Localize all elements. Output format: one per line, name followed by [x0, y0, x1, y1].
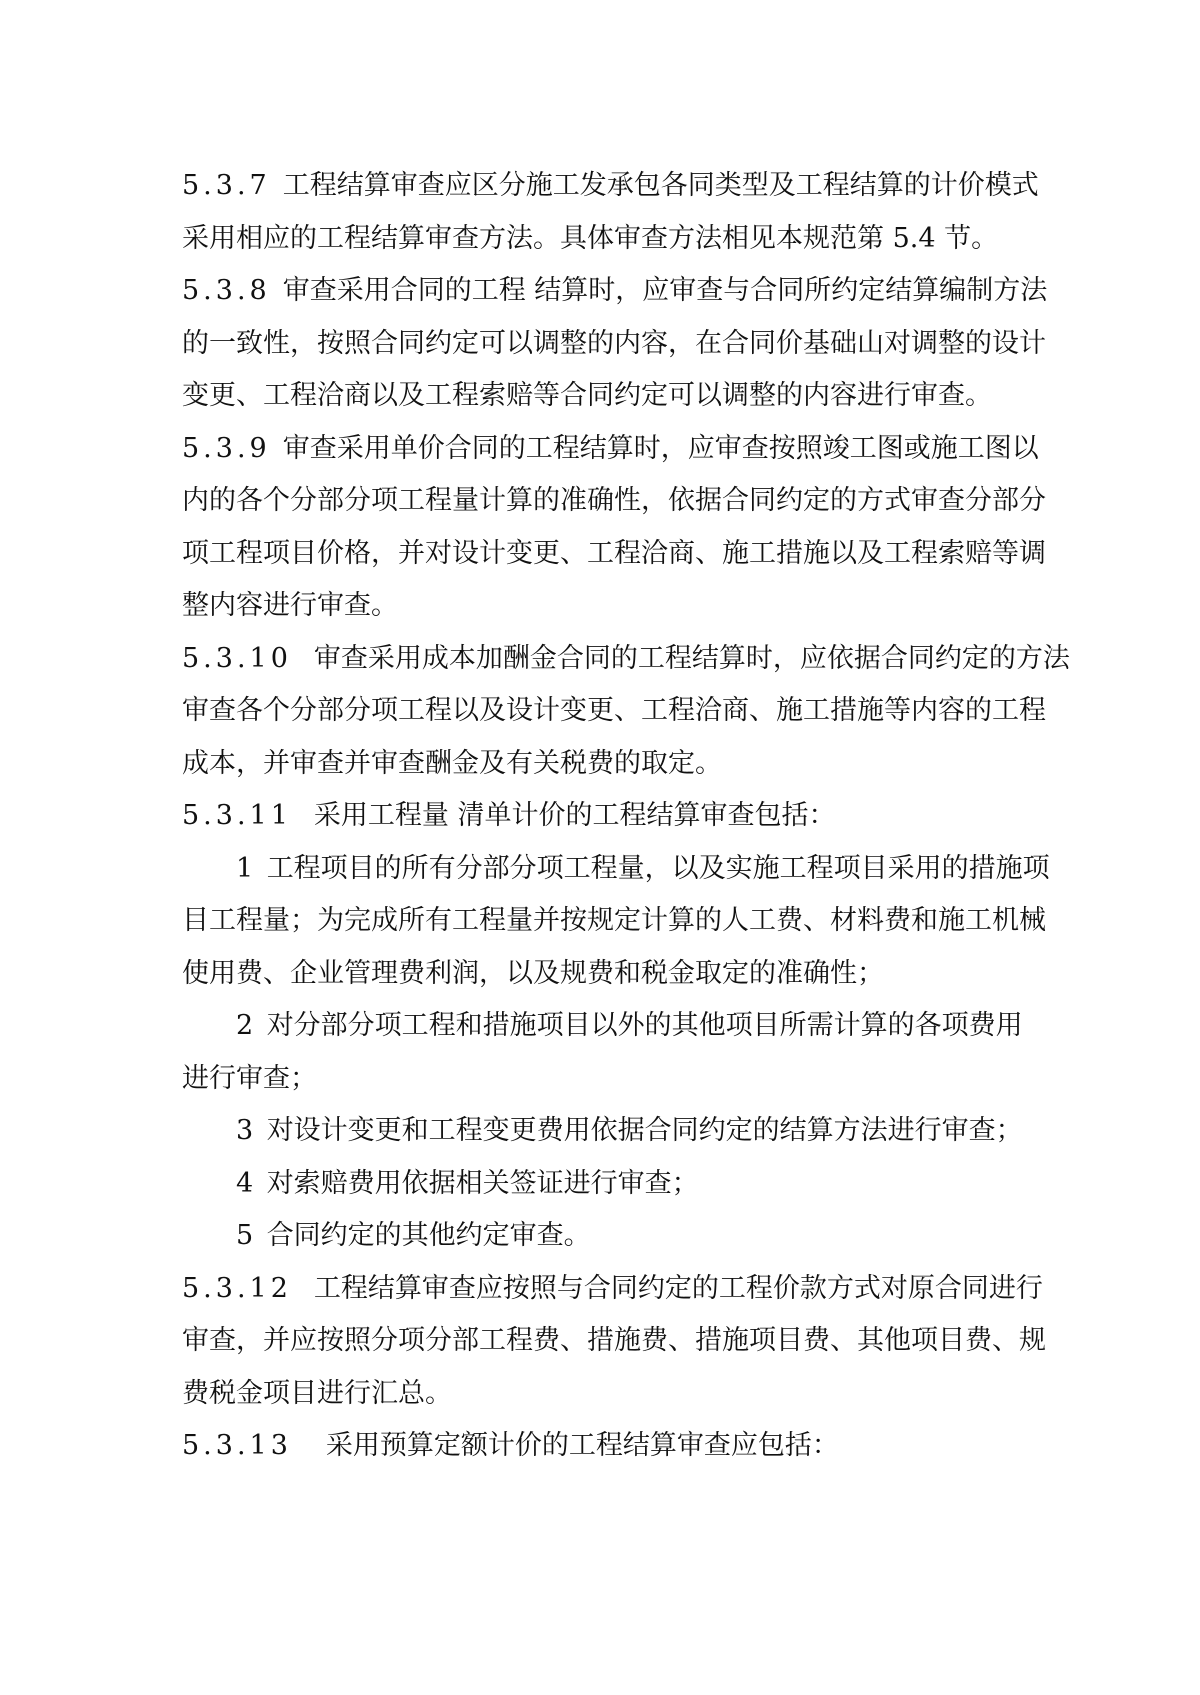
item-line: 目工程量；为完成所有工程量并按规定计算的人工费、材料费和施工机械: [182, 905, 1046, 936]
clause-5-3-10: [182, 633, 1082, 791]
item-line: 进行审查；: [182, 1062, 317, 1094]
item-number: 2: [236, 1010, 254, 1041]
item-2: [182, 1000, 1082, 1105]
clause-line: 变更、工程洽商以及工程索赔等合同约定可以调整的内容进行审查。: [182, 380, 992, 411]
clause-line: [182, 633, 1082, 686]
clause-text: 审查采用合同的工程 结算时，应审查与合同所约定结算编制方法: [282, 275, 1048, 306]
clause-text: 工程结算审查应按照与合同约定的工程价款方式对原合同进行: [313, 1272, 1043, 1304]
clause-line: [182, 160, 1082, 213]
item-line: [182, 1000, 1082, 1053]
clause-number: 5.3.10: [182, 642, 292, 674]
clause-line: 采用相应的工程结算审查方法。具体审查方法相见本规范第 5.4 节。: [182, 222, 999, 254]
item-number: 4: [236, 1167, 254, 1199]
document-page: [182, 160, 1082, 1473]
clause-line: 的一致性，按照合同约定可以调整的内容，在合同价基础山对调整的设计: [182, 327, 1046, 359]
clause-line: [182, 265, 1082, 318]
clause-line: 审查，并应按照分项分部工程费、措施费、措施项目费、其他项目费、规: [182, 1325, 1046, 1356]
clause-text: 审查采用单价合同的工程结算时，应审查按照竣工图或施工图以: [282, 432, 1039, 464]
clause-number: 5.3.13: [182, 1430, 292, 1461]
clause-line: 费税金项目进行汇总。: [182, 1377, 452, 1409]
item-text: 对分部分项工程和措施项目以外的其他项目所需计算的各项费用: [266, 1010, 1023, 1041]
clause-number: 5.3.11: [182, 800, 292, 831]
clause-5-3-7: [182, 160, 1082, 265]
clause-5-3-8: [182, 265, 1082, 423]
clause-line: [182, 423, 1082, 476]
clause-line: 内的各个分部分项工程量计算的准确性，依据合同约定的方式审查分部分: [182, 485, 1046, 516]
item-4: [182, 1158, 1082, 1211]
item-line: [182, 1158, 1082, 1211]
clause-text: 采用预算定额计价的工程结算审查应包括：: [325, 1430, 839, 1461]
item-3: [182, 1105, 1082, 1158]
item-1: [182, 843, 1082, 1001]
clause-line: [182, 790, 1082, 843]
clause-5-3-12: [182, 1263, 1082, 1421]
item-line: [182, 843, 1082, 896]
item-line: 使用费、企业管理费利润，以及规费和税金取定的准确性；: [182, 957, 884, 989]
clause-5-3-13: [182, 1420, 1082, 1473]
item-text: 对索赔费用依据相关签证进行审查；: [266, 1167, 699, 1199]
item-line: [182, 1105, 1082, 1158]
clause-text: 采用工程量 清单计价的工程结算审查包括：: [313, 800, 836, 831]
item-text: 对设计变更和工程变更费用依据合同约定的结算方法进行审查；: [266, 1115, 1023, 1146]
clause-number: 5.3.7: [182, 170, 271, 201]
clause-line: 项工程项目价格，并对设计变更、工程洽商、施工措施以及工程索赔等调: [182, 537, 1046, 569]
clause-text: 审查采用成本加酬金合同的工程结算时，应依据合同约定的方法: [313, 642, 1070, 674]
item-line: [182, 1210, 1082, 1263]
clause-number: 5.3.12: [182, 1272, 292, 1304]
clause-5-3-9: [182, 423, 1082, 633]
item-number: 3: [236, 1115, 254, 1146]
clause-line: [182, 1263, 1082, 1316]
item-text: 工程项目的所有分部分项工程量，以及实施工程项目采用的措施项: [266, 852, 1050, 884]
item-number: 5: [236, 1220, 254, 1251]
clause-line: 成本，并审查并审查酬金及有关税费的取定。: [182, 747, 722, 779]
clause-line: 整内容进行审查。: [182, 590, 398, 621]
clause-5-3-11: [182, 790, 1082, 843]
clause-text: 工程结算审查应区分施工发承包各同类型及工程结算的计价模式: [282, 170, 1039, 201]
clause-number: 5.3.8: [182, 275, 271, 306]
item-text: 合同约定的其他约定审查。: [266, 1220, 591, 1251]
item-5: [182, 1210, 1082, 1263]
item-number: 1: [236, 852, 254, 884]
clause-line: [182, 1420, 1082, 1473]
clause-number: 5.3.9: [182, 432, 271, 464]
clause-line: 审查各个分部分项工程以及设计变更、工程洽商、施工措施等内容的工程: [182, 695, 1046, 726]
